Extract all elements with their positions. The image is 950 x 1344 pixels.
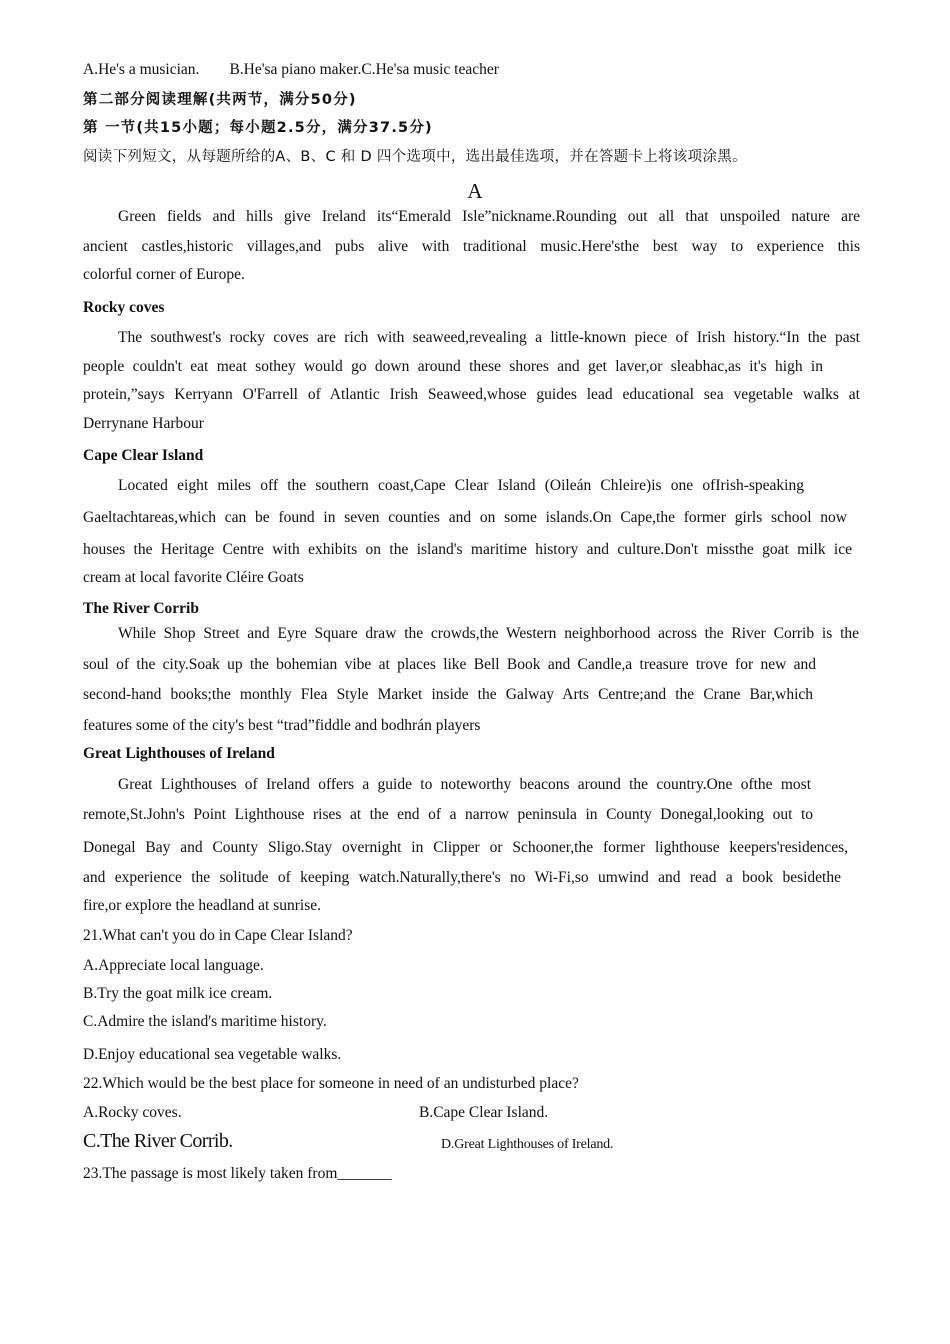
question-21-option-c: C.Admire the island's maritime history. <box>83 1013 327 1030</box>
section-heading-river-corrib: The River Corrib <box>83 600 199 617</box>
instructions: 阅读下列短文，从每题所给的A、B、C 和 D 四个选项中，选出最佳选项，并在答题卡上将该项涂黑。 <box>83 149 747 165</box>
question-22-option-d: D.Great Lighthouses of Ireland. <box>441 1137 614 1152</box>
rocky-coves-line-3: protein,”says Kerryann O'Farrell of Atlantic Irish Seaweed,whose guides lead educational sea vegetable walks at <box>83 386 860 403</box>
section-heading-rocky-coves: Rocky coves <box>83 299 165 316</box>
prev-question-options <box>83 60 499 80</box>
section-heading-great-lighthouses: Great Lighthouses of Ireland <box>83 745 275 762</box>
prev-option-a: A.He's a musician. <box>83 61 200 78</box>
part-two-title: 第二部分阅读理解(共两节，满分50分) <box>83 92 357 108</box>
question-21-option-a: A.Appreciate local language. <box>83 957 264 974</box>
river-corrib-line-3: second-hand books;the monthly Flea Style Market inside the Galway Arts Centre;and the Crane Bar,which <box>83 686 813 703</box>
intro-line-1: Green fields and hills give Ireland its“Emerald Isle”nickname.Rounding out all that unspoiled nature are <box>118 208 860 225</box>
lighthouses-line-2: remote,St.John's Point Lighthouse rises at the end of a narrow peninsula in County Donegal,looking out to <box>83 806 813 823</box>
question-22-option-c: C.The River Corrib. <box>83 1130 233 1152</box>
rocky-coves-line-1: The southwest's rocky coves are rich with seaweed,revealing a little-known piece of Irish history.“In the past <box>118 329 860 346</box>
intro-line-2: ancient castles,historic villages,and pubs alive with traditional music.Here'sthe best way to experience this <box>83 238 860 255</box>
section-one-title: 第 一节(共15小题；每小题2.5分，满分37.5分) <box>83 120 433 136</box>
rocky-coves-line-4: Derrynane Harbour <box>83 415 204 432</box>
lighthouses-line-5: fire,or explore the headland at sunrise. <box>83 897 322 914</box>
river-corrib-line-2: soul of the city.Soak up the bohemian vibe at places like Bell Book and Candle,a treasure trove for new and <box>83 656 816 673</box>
question-22-stem: 22.Which would be the best place for someone in need of an undisturbed place? <box>83 1075 579 1092</box>
question-21-option-b: B.Try the goat milk ice cream. <box>83 985 273 1002</box>
cape-clear-line-4: cream at local favorite Cléire Goats <box>83 569 304 586</box>
river-corrib-line-4: features some of the city's best “trad”fiddle and bodhrán players <box>83 717 481 734</box>
question-21-stem: 21.What can't you do in Cape Clear Island? <box>83 927 353 944</box>
question-22-option-a: A.Rocky coves. <box>83 1104 182 1121</box>
prev-option-c: C.He'sa music teacher <box>361 61 499 78</box>
cape-clear-line-2: Gaeltachtareas,which can be found in seven counties and on some islands.On Cape,the former girls school now <box>83 509 847 526</box>
passage-label: A <box>467 179 483 203</box>
lighthouses-line-4: and experience the solitude of keeping watch.Naturally,there's no Wi-Fi,so umwind and read a book besidethe <box>83 869 841 886</box>
lighthouses-line-3: Donegal Bay and County Sligo.Stay overnight in Clipper or Schooner,the former lighthouse keepers'residences, <box>83 839 848 856</box>
question-21-option-d: D.Enjoy educational sea vegetable walks. <box>83 1046 342 1063</box>
cape-clear-line-3: houses the Heritage Centre with exhibits on the island's maritime history and culture.Don't missthe goat milk ice <box>83 541 852 558</box>
lighthouses-line-1: Great Lighthouses of Ireland offers a guide to noteworthy beacons around the country.One ofthe most <box>118 776 811 793</box>
prev-option-b: B.He'sa piano maker. <box>229 61 362 78</box>
cape-clear-line-1: Located eight miles off the southern coast,Cape Clear Island (Oileán Chleire)is one ofIrish-speaking <box>118 477 804 494</box>
rocky-coves-line-2: people couldn't eat meat sothey would go down around these shores and get laver,or sleabhac,as it's high in <box>83 358 823 375</box>
question-22-option-b: B.Cape Clear Island. <box>419 1104 549 1121</box>
river-corrib-line-1: While Shop Street and Eyre Square draw the crowds,the Western neighborhood across the River Corrib is the <box>118 625 859 642</box>
question-23-stem: 23.The passage is most likely taken from_______ <box>83 1165 392 1182</box>
section-heading-cape-clear-island: Cape Clear Island <box>83 447 204 464</box>
intro-line-3: colorful corner of Europe. <box>83 266 245 283</box>
